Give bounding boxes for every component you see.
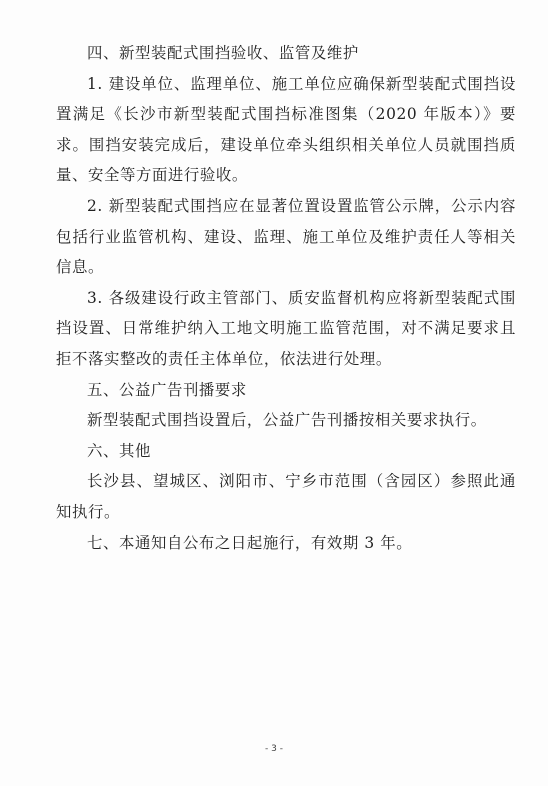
paragraph-line: 求。围挡安装完成后，建设单位牵头组织相关单位人员就围挡质 bbox=[56, 135, 516, 154]
section-heading-6: 六、其他 bbox=[87, 441, 151, 460]
paragraph-line: 知执行。 bbox=[56, 502, 120, 521]
paragraph-line: 挡设置、日常维护纳入工地文明施工监管范围，对不满足要求且 bbox=[56, 319, 516, 338]
paragraph-line: 2. 新型装配式围挡应在显著位置设置监管公示牌，公示内容 bbox=[87, 196, 516, 215]
paragraph-line: 长沙县、望城区、浏阳市、宁乡市范围（含园区）参照此通 bbox=[87, 472, 516, 491]
section-heading-4: 四、新型装配式围挡验收、监管及维护 bbox=[87, 44, 359, 62]
paragraph-line: 3. 各级建设行政主管部门、质安监督机构应将新型装配式围 bbox=[87, 288, 516, 307]
paragraph-line: 1. 建设单位、监理单位、施工单位应确保新型装配式围挡设 bbox=[87, 74, 516, 93]
paragraph-line: 置满足《长沙市新型装配式围挡标准图集（2020 年版本）》要 bbox=[56, 105, 516, 124]
paragraph-line: 新型装配式围挡设置后，公益广告刊播按相关要求执行。 bbox=[87, 411, 487, 430]
section-heading-7: 七、本通知自公布之日起施行，有效期 3 年。 bbox=[87, 533, 413, 552]
paragraph-line: 包括行业监管机构、建设、监理、施工单位及维护责任人等相关 bbox=[56, 227, 516, 246]
page-number: - 3 - bbox=[265, 744, 283, 754]
paragraph-line: 量、安全等方面进行验收。 bbox=[56, 166, 248, 185]
paragraph-line: 拒不落实整改的责任主体单位，依法进行处理。 bbox=[56, 349, 392, 368]
paragraph-line: 信息。 bbox=[56, 258, 104, 277]
document-body bbox=[56, 38, 517, 558]
section-heading-5: 五、公益广告刊播要求 bbox=[87, 380, 247, 399]
